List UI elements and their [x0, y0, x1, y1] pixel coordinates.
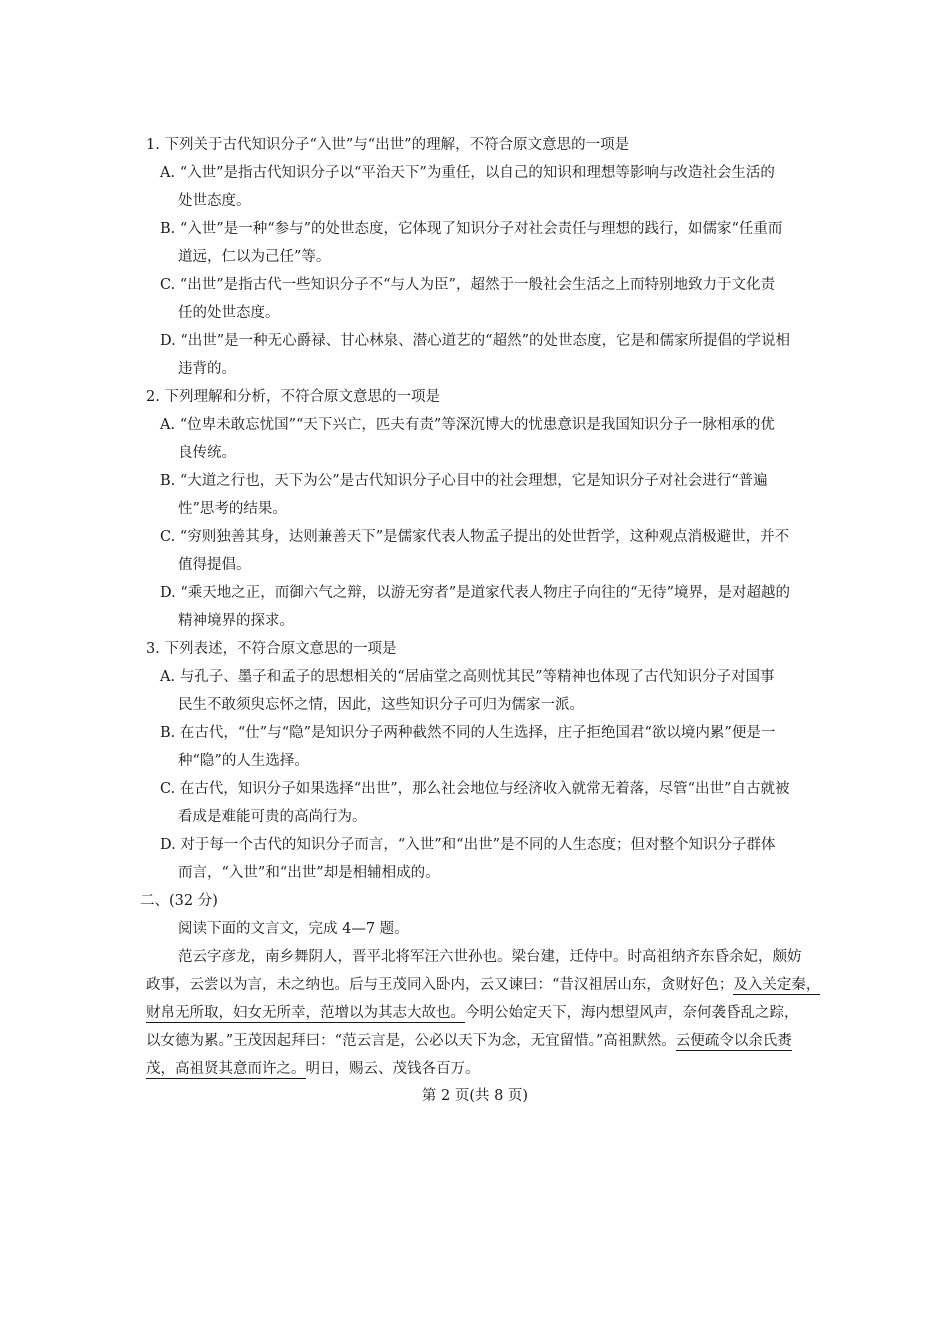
passage-text: 以女德为累。”王茂因起拜曰：“范云言是，公必以天下为念，无宜留惜。”高祖默然。 — [146, 1033, 676, 1049]
question-2-option-b-line2: 性”思考的结果。 — [178, 501, 287, 517]
question-1-option-d-line1: D. “出世”是一种无心爵禄、甘心林泉、潜心道艺的“超然”的处世态度，它是和儒家所提倡的学说相 — [160, 333, 790, 349]
question-3-option-c-line1: C. 在古代，知识分子如果选择“出世”，那么社会地位与经济收入就常无着落，尽管“出世”自古就被 — [160, 781, 790, 797]
passage-line-1 — [146, 943, 806, 971]
question-2-option-b-line1: B. “大道之行也，天下为公”是古代知识分子心目中的社会理想，它是知识分子对社会进行“普遍 — [160, 473, 768, 489]
question-2-option-c-line2: 值得提倡。 — [178, 557, 251, 573]
passage-text: 明日，赐云、茂钱各百万。 — [305, 1061, 480, 1077]
section-2-instruction: 阅读下面的文言文，完成 4—7 题。 — [178, 921, 409, 937]
question-1-stem: 1. 下列关于古代知识分子“入世”与“出世”的理解，不符合原文意思的一项是 — [146, 137, 630, 153]
underlined-sentence-2a: 云便疏令以余氏赉 — [675, 1033, 792, 1049]
question-1-option-d-line2: 违背的。 — [178, 361, 236, 377]
question-3-option-d-line2: 而言，“入世”和“出世”却是相辅相成的。 — [178, 865, 440, 881]
question-2-option-c-line1: C. “穷则独善其身，达则兼善天下”是儒家代表人物孟子提出的处世哲学，这种观点消极避世，并不 — [160, 529, 790, 545]
question-2-stem: 2. 下列理解和分析，不符合原文意思的一项是 — [146, 389, 440, 405]
question-3-option-d-line1: D. 对于每一个古代的知识分子而言，“入世”和“出世”是不同的人生态度；但对整个知识分子群体 — [160, 837, 776, 853]
question-3-option-c-line2: 看成是难能可贵的高尚行为。 — [178, 809, 367, 825]
question-3-option-b-line2: 种“隐”的人生选择。 — [178, 753, 309, 769]
passage-line-2 — [146, 971, 821, 999]
question-1-option-c-line1: C. “出世”是指古代一些知识分子不“与人为臣”，超然于一般社会生活之上而特别地致力于文化责 — [160, 277, 775, 293]
question-2-option-d-line1: D. “乘天地之正，而御六气之辩，以游无穷者”是道家代表人物庄子向往的“无待”境界，是对超越的 — [160, 585, 790, 601]
passage-text: 政事，云尝以为言，未之纳也。后与王茂同入卧内，云又谏曰：“昔汉祖居山东，贪财好色； — [146, 977, 734, 993]
question-2-option-a-line1: A. “位卑未敢忘忧国”“天下兴亡，匹夫有责”等深沉博大的忧患意识是我国知识分子一脉相承的优 — [160, 417, 775, 433]
passage-line-4 — [146, 1027, 806, 1055]
passage-line-5 — [146, 1055, 806, 1083]
question-1-option-b-line2: 道远，仁以为己任”等。 — [178, 249, 331, 265]
question-2-option-a-line2: 良传统。 — [178, 445, 236, 461]
question-2-option-d-line2: 精神境界的探求。 — [178, 613, 294, 629]
underlined-sentence-2b: 茂，高祖贤其意而许之。 — [146, 1061, 306, 1077]
passage-text: 今明公始定天下，海内想望风声，奈何袭昏乱之踪， — [465, 1005, 799, 1021]
question-1-option-b-line1: B. “入世”是一种“参与”的处世态度，它体现了知识分子对社会责任与理想的践行，如儒家“任重而 — [160, 221, 783, 237]
question-3-option-a-line2: 民生不敢须臾忘怀之情，因此，这些知识分子可归为儒家一派。 — [178, 697, 584, 713]
question-1-option-a-line1: A. “入世”是指古代知识分子以“平治天下”为重任，以自己的知识和理想等影响与改造社会生活的 — [160, 165, 775, 181]
question-1-option-a-line2: 处世态度。 — [178, 193, 251, 209]
section-2-heading: 二、(32 分) — [140, 893, 218, 909]
underlined-sentence-1b: 财帛无所取，妇女无所幸，范增以为其志大故也。 — [146, 1005, 465, 1021]
question-1-option-c-line2: 任的处世态度。 — [178, 305, 280, 321]
exam-content — [140, 131, 821, 1083]
passage-line-3 — [146, 999, 806, 1027]
page-number-footer: 第 2 页(共 8 页) — [421, 1088, 529, 1104]
question-3-option-b-line1: B. 在古代，“仕”与“隐”是知识分子两种截然不同的人生选择，庄子拒绝国君“欲以境内累”便是一 — [160, 725, 776, 741]
underlined-sentence-1a: 及入关定秦， — [733, 977, 821, 993]
passage-text: 范云字彦龙，南乡舞阴人，晋平北将军汪六世孙也。梁台建，迁侍中。时高祖纳齐东昏余妃，颇妨 — [178, 949, 802, 965]
question-3-option-a-line1: A. 与孔子、墨子和孟子的思想相关的“居庙堂之高则忧其民”等精神也体现了古代知识分子对国事 — [160, 669, 775, 685]
question-3-stem: 3. 下列表述，不符合原文意思的一项是 — [146, 641, 397, 657]
